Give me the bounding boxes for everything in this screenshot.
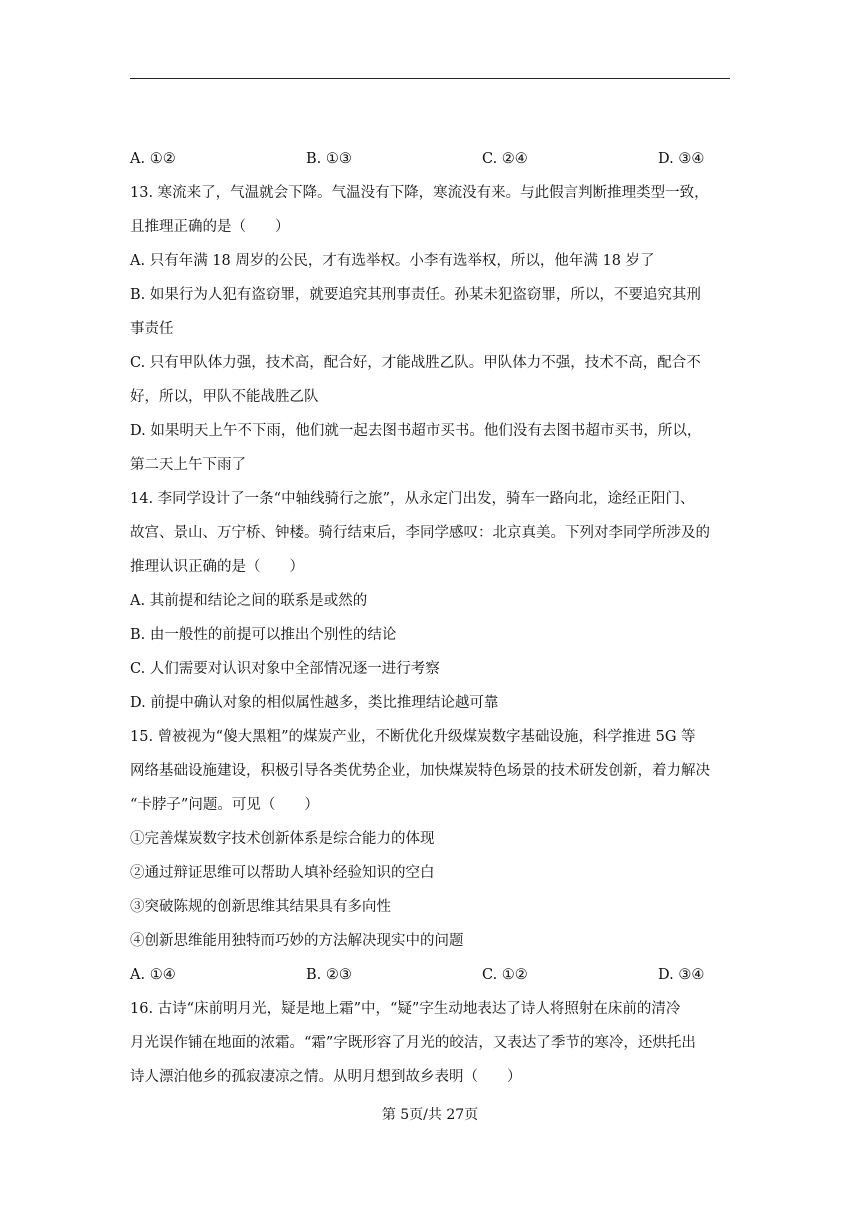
q13-option-d-cont: 第二天上午下雨了 [130,457,246,473]
q14-stem-line: 故宫、景山、万宁桥、钟楼。骑行结束后，李同学感叹：北京真美。下列对李同学所涉及的 [130,525,710,541]
q13-option-b-cont: 事责任 [130,321,174,337]
q15-item-1: ①完善煤炭数字技术创新体系是综合能力的体现 [130,831,435,847]
q15-item-4: ④创新思维能用独特而巧妙的方法解决现实中的问题 [130,933,464,949]
q14-stem-line: 推理认识正确的是（ ） [130,559,304,575]
header-rule [130,78,730,79]
q14-option-b: B. 由一般性的前提可以推出个别性的结论 [130,627,397,643]
q12-option-a: A. ①② [130,151,176,167]
q15-option-d: D. ③④ [658,967,705,983]
q15-option-c: C. ①② [482,967,528,983]
q16-stem-line: 16. 古诗“床前明月光，疑是地上霜”中，“疑”字生动地表达了诗人将照射在床前的清冷 [130,1001,681,1017]
q13-option-b: B. 如果行为人犯有盗窃罪，就要追究其刑事责任。孙某未犯盗窃罪，所以，不要追究其刑 [130,287,701,303]
q14-option-a: A. 其前提和结论之间的联系是或然的 [130,593,368,609]
q13-stem-line: 且推理正确的是（ ） [130,219,290,235]
q15-stem-line: “卡脖子”问题。可见（ ） [130,797,319,813]
q14-stem-line: 14. 李同学设计了一条“中轴线骑行之旅”，从永定门出发，骑车一路向北，途经正阳门、 [130,491,695,507]
q15-item-2: ②通过辩证思维可以帮助人填补经验知识的空白 [130,865,435,881]
q15-option-a: A. ①④ [130,967,176,983]
q15-stem-line: 15. 曾被视为“傻大黑粗”的煤炭产业，不断优化升级煤炭数字基础设施，科学推进 5G 等 [130,729,696,745]
q12-option-c: C. ②④ [482,151,528,167]
q12-option-b: B. ①③ [306,151,352,167]
q13-stem-line: 13. 寒流来了，气温就会下降。气温没有下降，寒流没有来。与此假言判断推理类型一致， [130,185,709,201]
q16-stem-line: 诗人漂泊他乡的孤寂凄凉之情。从明月想到故乡表明（ ） [130,1069,522,1085]
q13-option-d: D. 如果明天上午不下雨，他们就一起去图书超市买书。他们没有去图书超市买书，所以， [130,423,702,439]
q14-option-d: D. 前提中确认对象的相似属性越多，类比推理结论越可靠 [130,695,499,711]
q15-stem-line: 网络基础设施建设，积极引导各类优势企业，加快煤炭特色场景的技术研发创新，着力解决 [130,763,710,779]
q14-option-c: C. 人们需要对认识对象中全部情况逐一进行考察 [130,661,440,677]
q15-item-3: ③突破陈规的创新思维其结果具有多向性 [130,899,391,915]
q13-option-c: C. 只有甲队体力强，技术高，配合好，才能战胜乙队。甲队体力不强，技术不高，配合不 [130,355,701,371]
q12-option-d: D. ③④ [658,151,705,167]
q15-option-b: B. ②③ [306,967,352,983]
q16-stem-line: 月光误作铺在地面的浓霜。“霜”字既形容了月光的皎洁，又表达了季节的寒冷，还烘托出 [130,1035,696,1051]
q13-option-a: A. 只有年满 18 周岁的公民，才有选举权。小李有选举权，所以，他年满 18 岁了 [130,253,655,269]
q15-options [130,958,730,992]
q13-option-c-cont: 好，所以，甲队不能战胜乙队 [130,389,319,405]
page-number-footer: 第 5页/共 27页 [381,1107,479,1123]
q12-options [130,142,730,176]
page-content [130,142,730,1094]
